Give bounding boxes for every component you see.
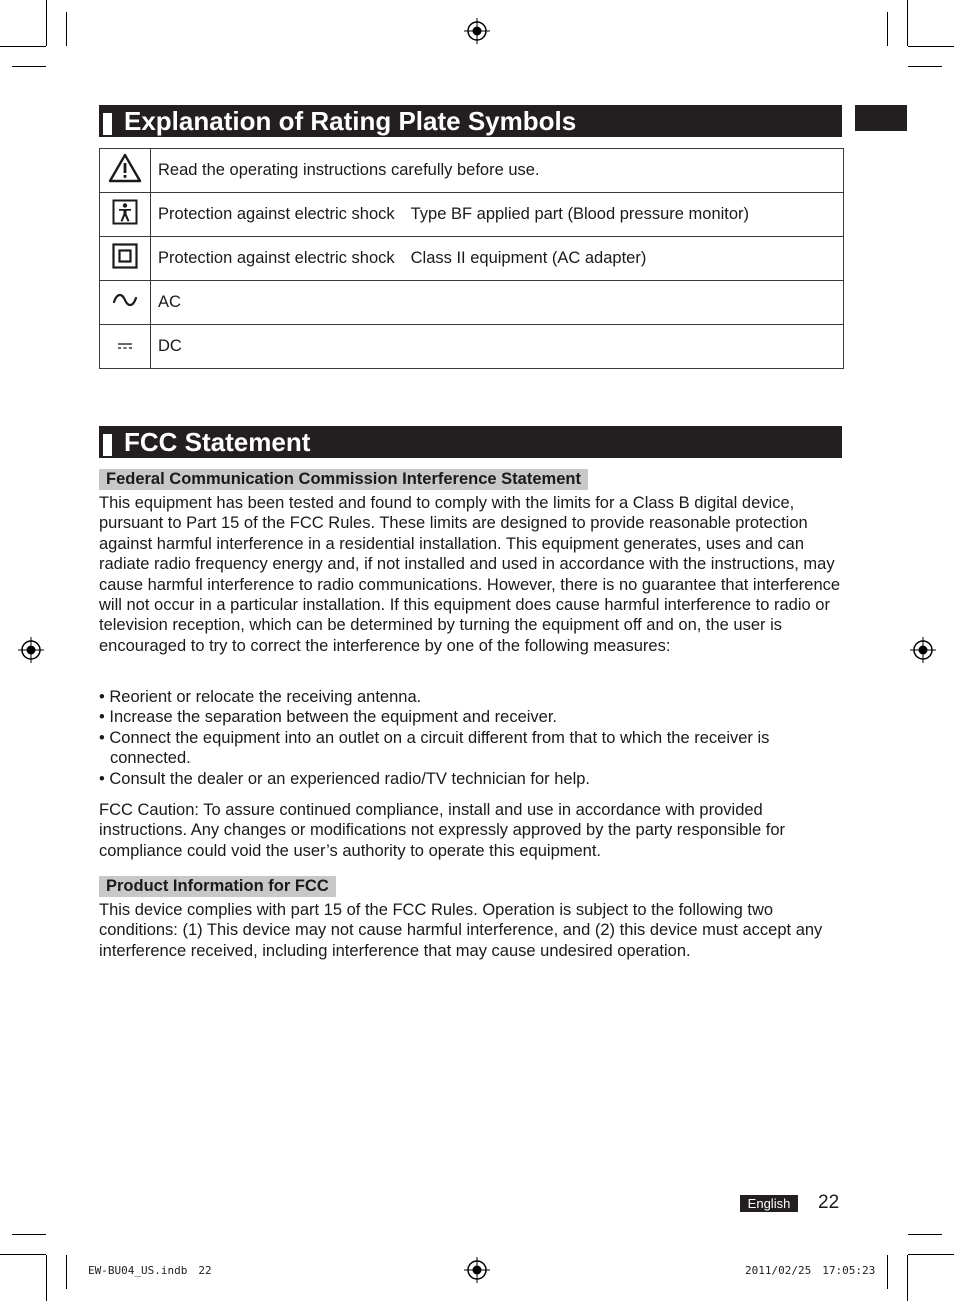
crop-mark <box>46 0 47 46</box>
table-row <box>100 193 844 237</box>
list-item: • Connect the equipment into an outlet on a circuit different from that to which the receiver is connected. <box>99 728 844 769</box>
rating-symbols-table <box>99 148 844 369</box>
file-slug: EW-BU04_US.indb 22 <box>88 1264 212 1277</box>
symbol-text: Read the operating instructions carefully before use. <box>158 161 540 179</box>
fcc-caution-paragraph: FCC Caution: To assure continued compliance, install and use in accordance with provided instructions. Any changes or modifications not expressly approved by the party responsible for compliance could void the user’s authority to operate this equipment. <box>99 801 786 860</box>
registration-mark-icon <box>464 1257 490 1283</box>
registration-mark-icon <box>464 18 490 44</box>
type-bf-person-icon <box>112 199 138 225</box>
crop-mark <box>66 12 67 46</box>
symbol-text: AC <box>158 293 181 311</box>
crop-mark <box>46 1255 47 1301</box>
registration-mark-icon <box>18 637 44 663</box>
symbol-text: DC <box>158 337 182 355</box>
product-info-paragraph: This device complies with part 15 of the FCC Rules. Operation is subject to the following two conditions: (1) This device may not cause harmful interference, and (2) this device must accept any interference received, including interference that may cause undesired operation. <box>99 901 823 960</box>
language-badge: English <box>740 1195 798 1212</box>
symbol-cell <box>100 149 151 193</box>
symbol-detail: Class II equipment (AC adapter) <box>410 249 647 267</box>
crop-mark <box>907 0 908 46</box>
crop-mark <box>907 1255 908 1301</box>
registration-mark-icon <box>910 637 936 663</box>
table-row <box>100 149 844 193</box>
list-item: • Consult the dealer or an experienced radio/TV technician for help. <box>99 769 844 789</box>
crop-mark <box>908 1234 942 1235</box>
crop-mark <box>908 1254 954 1255</box>
warning-triangle-icon <box>108 153 142 183</box>
ac-wave-icon <box>112 292 138 308</box>
crop-mark <box>908 66 942 67</box>
crop-mark <box>66 1255 67 1289</box>
symbol-cell <box>100 325 151 369</box>
symbol-text: Protection against electric shock <box>158 249 395 267</box>
interference-paragraph: This equipment has been tested and found to comply with the limits for a Class B digital device, pursuant to Part 15 of the FCC Rules. These limits are designed to provide reasonable protection against harmful interference in a residential installation. This equipment generates, uses and can radiate radio frequency energy and, if not installed and used in accordance with the instructions, may cause harmful interference to radio communications. However, there is no guarantee that interference will not occur in a particular installation. If this equipment does cause harmful interference to radio or television reception, which can be determined by turning the equipment off and on, the user is encouraged to try to correct the interference by one of the following measures: <box>99 494 841 655</box>
symbol-description <box>151 325 844 369</box>
section-heading-fcc: FCC Statement <box>99 426 842 458</box>
symbol-cell <box>100 193 151 237</box>
table-row <box>100 281 844 325</box>
subheading-interference: Federal Communication Commission Interference Statement <box>99 469 588 490</box>
page-number: 22 <box>818 1192 840 1213</box>
subheading-product-info: Product Information for FCC <box>99 876 336 897</box>
crop-mark <box>908 46 954 47</box>
crop-mark <box>12 66 46 67</box>
print-timestamp: 2011/02/25 17:05:23 <box>745 1264 876 1277</box>
table-row <box>100 325 844 369</box>
symbol-cell <box>100 237 151 281</box>
section-heading-rating-symbols: Explanation of Rating Plate Symbols <box>99 105 842 137</box>
crop-mark <box>0 1254 46 1255</box>
crop-mark <box>887 1255 888 1289</box>
symbol-detail: Type BF applied part (Blood pressure monitor) <box>410 205 750 223</box>
table-row <box>100 237 844 281</box>
crop-mark <box>0 46 46 47</box>
measures-list <box>99 687 844 789</box>
crop-mark <box>12 1234 46 1235</box>
symbol-description <box>151 237 844 281</box>
section-side-tab <box>855 105 907 131</box>
class-ii-double-square-icon <box>112 243 138 269</box>
crop-mark <box>887 12 888 46</box>
symbol-cell <box>100 281 151 325</box>
symbol-description <box>151 193 844 237</box>
dc-lines-icon <box>117 341 133 351</box>
symbol-description <box>151 281 844 325</box>
list-item: • Increase the separation between the equipment and receiver. <box>99 707 844 727</box>
symbol-description <box>151 149 844 193</box>
list-item: • Reorient or relocate the receiving antenna. <box>99 687 844 707</box>
symbol-text: Protection against electric shock <box>158 205 395 223</box>
